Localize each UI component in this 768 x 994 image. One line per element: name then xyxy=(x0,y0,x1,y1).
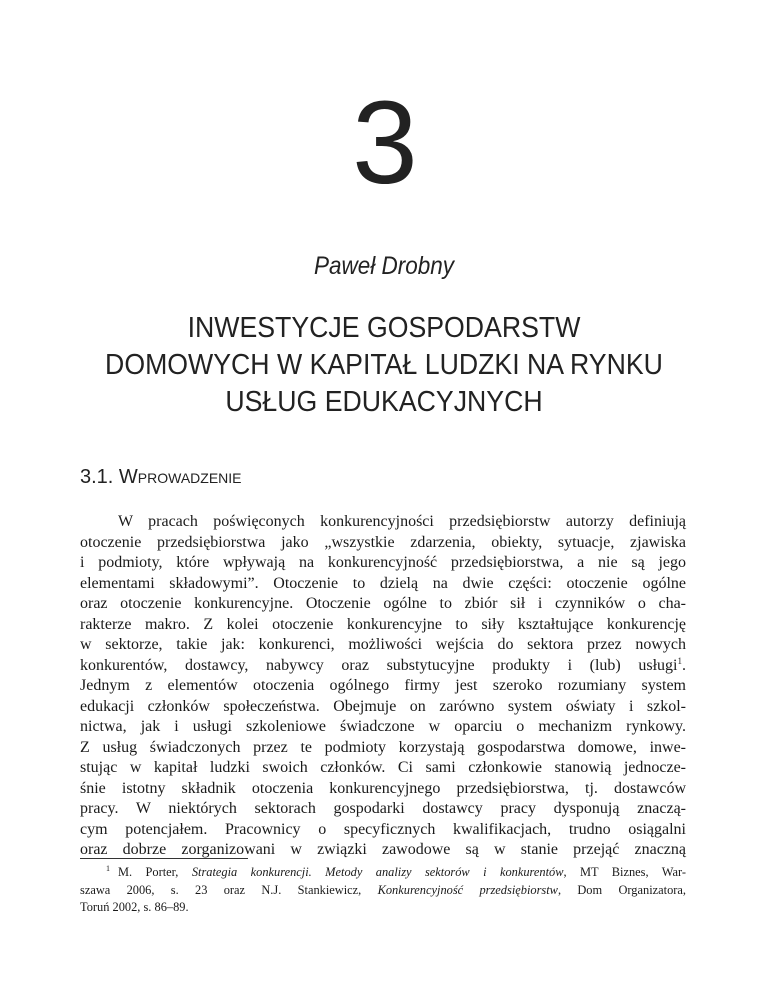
paragraph-line: edukacji członków społeczeństwa. Obejmuje on zarówno system oświaty i szkol- xyxy=(80,697,686,715)
paragraph-line: cym potencjałem. Pracownicy o specyficznych kwalifikacjach, trudno osiągalni xyxy=(80,820,686,838)
chapter-title-line: USŁUG EDUKACYJNYCH xyxy=(225,386,543,418)
paragraph-line: w sektorze, takie jak: konkurenci, możliwości wejścia do sektora przez nowych xyxy=(80,636,686,653)
author-name: Paweł Drobny xyxy=(313,252,455,280)
footnote-text: , MT Biznes, War- xyxy=(563,865,686,879)
chapter-title-line: INWESTYCJE GOSPODARSTW xyxy=(187,312,581,344)
paragraph-line: śnie istotny składnik otoczenia konkurencyjnego przedsiębiorstwa, tj. dostawców xyxy=(80,779,686,797)
paragraph-line: otoczenie przedsiębiorstwa jako „wszystkie zdarzenia, obiekty, sytuacje, zjawiska xyxy=(80,533,686,551)
section-number: 3.1. xyxy=(80,466,114,488)
chapter-title-line: DOMOWYCH W KAPITAŁ LUDZKI NA RYNKU xyxy=(105,349,663,381)
footnote-cited-title: Strategia konkurencji. Metody analizy sektorów i konkurentów xyxy=(191,865,564,879)
footnote-cited-title: Konkurencyjność przedsiębiorstw xyxy=(377,882,558,897)
paragraph-line-with-footnote: konkurentów, dostawcy, nabywcy oraz substytucyjne produkty i (lub) usługi$^1$. xyxy=(80,655,686,674)
paragraph-line: elementami składowymi”. Otoczenie to dzielą na dwie części: otoczenie ogólne xyxy=(80,574,686,592)
paragraph-line: W pracach poświęconych konkurencyjności przedsiębiorstw autorzy definiują xyxy=(118,513,686,530)
section-heading xyxy=(80,464,242,490)
chapter-title xyxy=(30,310,738,421)
paragraph-line: Jednym z elementów otoczenia ogólnego firmy jest szeroko rozumiany system xyxy=(80,677,686,694)
footnote-reference[interactable]: 1 xyxy=(677,655,682,666)
paragraph-line: nictwa, jak i usługi szkoleniowe świadczone w oparciu o mechanizm rynkowy. xyxy=(80,718,686,735)
footnote-text: M. Porter, xyxy=(118,865,192,879)
paragraph-line: oraz dobrze zorganizowani w związki zawodowe są w stanie przejąć znaczną xyxy=(80,841,686,858)
footnote-line xyxy=(80,882,686,900)
paragraph-line: oraz otoczenie konkurencyjne. Otoczenie ogólne to zbiór sił i czynników o cha- xyxy=(80,595,686,612)
footnote-line: Toruń 2002, s. 86–89. xyxy=(80,900,189,914)
body-paragraph xyxy=(80,512,686,861)
chapter-number: 3 xyxy=(352,77,416,209)
footnote-text: , Dom Organizatora, xyxy=(557,882,686,897)
paragraph-line: stując w kapitał ludzki swoich członków. Ci sami członkowie stanowią jednocze- xyxy=(80,759,686,776)
section-title: Wprowadzenie xyxy=(118,466,242,488)
footnote-divider xyxy=(80,858,248,859)
paragraph-line: Z usług świadczonych przez te podmioty korzystają gospodarstwa domowe, inwe- xyxy=(80,738,686,756)
paragraph-line-text: konkurentów, dostawcy, nabywcy oraz substytucyjne produkty i (lub) usługi xyxy=(80,656,678,674)
footnote xyxy=(80,864,686,917)
footnote-number: 1 xyxy=(106,864,110,873)
paragraph-line: rakterze makro. Z kolei otoczenie konkurencyjne to siły kształtujące konkurencję xyxy=(80,615,686,633)
paragraph-line: pracy. W niektórych sektorach gospodarki dostawcy pracy dysponują znaczą- xyxy=(80,800,686,817)
footnote-text: szawa 2006, s. 23 oraz N.J. Stankiewicz, xyxy=(80,882,378,897)
paragraph-line: i podmioty, które wpływają na konkurencyjność przedsiębiorstwa, a nie są jego xyxy=(80,554,686,571)
footnote-line xyxy=(80,864,686,882)
